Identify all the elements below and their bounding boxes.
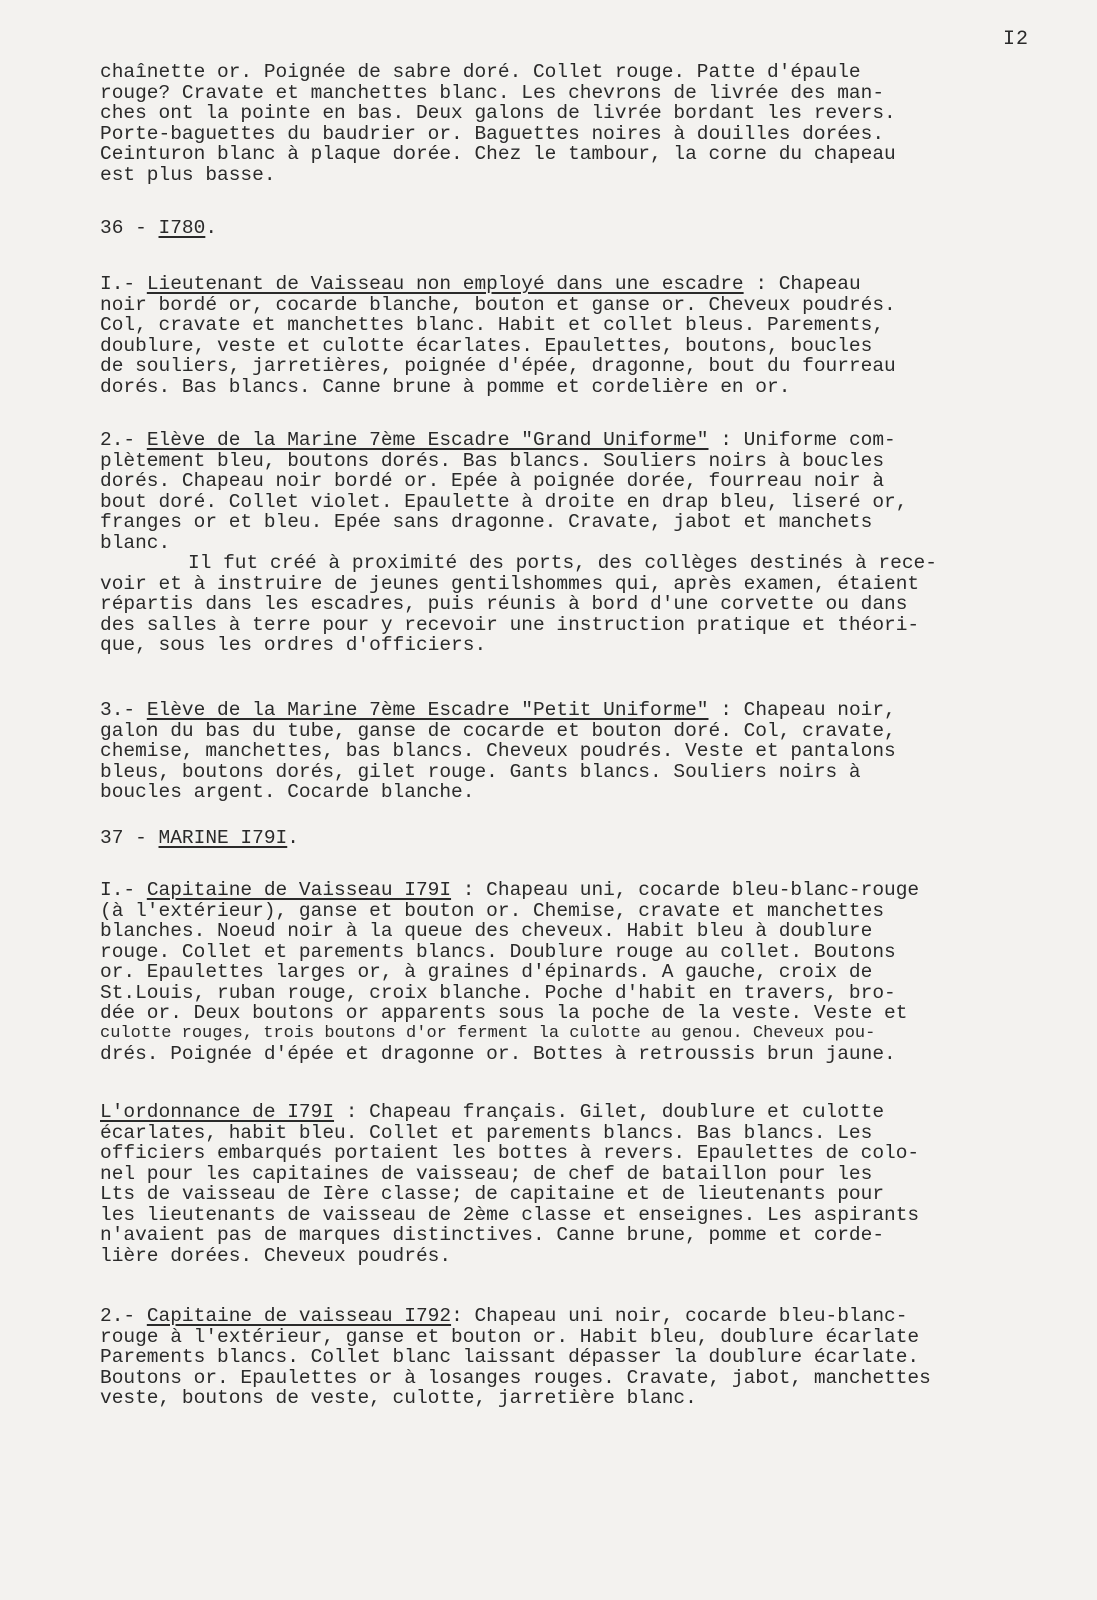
text-line: écarlates, habit bleu. Collet et parements blancs. Bas blancs. Les [100,1121,873,1144]
entry-number: I.- [100,273,147,295]
text-line: or. Epaulettes larges or, à graines d'épinards. A gauche, croix de [100,961,873,983]
entry-title: Capitaine de Vaisseau I79I [146,879,452,901]
text-line: est plus basse. [100,163,276,186]
section-number: 36 - [100,217,159,239]
section-title: I780 [158,217,206,239]
text-line: blanc. [100,531,171,554]
text-line: franges or et bleu. Epée sans dragonne. Cravate, jabot et manchets [100,511,873,533]
text-line: rouge. Collet et parements blancs. Doublure rouge au collet. Boutons [100,940,896,963]
entry-36-2 [100,430,1055,656]
text-line: nel pour les capitaines de vaisseau; de chef de bataillon pour les [100,1162,873,1185]
section-title-tail: . [287,827,299,849]
entry-text: : Chapeau noir, [708,699,896,721]
text-line: Porte-baguettes du baudrier or. Baguettes noires à douilles dorées. [100,122,885,145]
text-line: des salles à terre pour y recevoir une instruction pratique et théori- [100,613,920,636]
text-line: Boutons or. Epaulettes or à losanges rouges. Cravate, jabot, manchettes [100,1366,931,1389]
text-line: plètement bleu, boutons dorés. Bas blancs. Souliers noirs à boucles [100,449,885,472]
entry-37-1 [100,880,1055,1065]
entry-number: 2.- [100,429,147,451]
text-line: bout doré. Collet violet. Epaulette à droite en drap bleu, liseré or, [100,490,908,513]
entry-36-3 [100,700,1055,803]
text-line: Il fut créé à proximité des ports, des collèges destinés à rece- [188,552,937,574]
section-heading-36 [100,218,1055,239]
ordonnance-paragraph [100,1102,1055,1266]
text-line: de souliers, jarretières, poignée d'épée, dragonne, bout du fourreau [100,355,896,377]
text-line: galon du bas du tube, ganse de cocarde et bouton doré. Col, cravate, [100,719,896,742]
entry-text: : Chapeau uni noir, cocarde bleu-blanc- [451,1305,908,1327]
text-line: chemise, manchettes, bas blancs. Cheveux poudrés. Veste et pantalons [100,740,896,762]
text-line: culotte rouges, trois boutons d'or ferment la culotte au genou. Cheveux pou- [100,1023,876,1043]
text-line: Lts de vaisseau de Ière classe; de capitaine et de lieutenants pour [100,1183,885,1205]
section-title: MARINE I79I [158,827,288,849]
text-line: lière dorées. Cheveux poudrés. [100,1244,452,1267]
text-line: Parements blancs. Collet blanc laissant dépasser la doublure écarlate. [100,1346,920,1368]
entry-number: 2.- [100,1305,147,1327]
text-line: boucles argent. Cocarde blanche. [100,781,475,803]
text-line: voir et à instruire de jeunes gentilshommes qui, après examen, étaient [100,572,920,595]
text-line: St.Louis, ruban rouge, croix blanche. Poche d'habit en travers, bro- [100,981,896,1004]
text-line: noir bordé or, cocarde blanche, bouton et ganse or. Cheveux poudrés. [100,293,896,316]
entry-title: Lieutenant de Vaisseau non employé dans une escadre [146,273,744,295]
text-line: que, sous les ordres d'officiers. [100,634,487,656]
text-line: blanches. Noeud noir à la queue des cheveux. Habit bleu à doublure [100,920,873,942]
page-number: I2 [1003,28,1030,51]
entry-37-2 [100,1306,1055,1409]
entry-text: : Uniforme com- [708,429,896,451]
entry-title: Capitaine de vaisseau I792 [146,1305,452,1327]
entry-title: Elève de la Marine 7ème Escadre "Petit Uniforme" [146,699,709,721]
text-line: bleus, boutons dorés, gilet rouge. Gants blancs. Souliers noirs à [100,760,861,783]
entry-title: Elève de la Marine 7ème Escadre "Grand Uniforme" [146,429,709,451]
text-line: dorés. Bas blancs. Canne brune à pomme et cordelière en or. [100,375,791,398]
entry-text: : Chapeau [743,273,861,295]
text-line: dée or. Deux boutons or apparents sous la poche de la veste. Veste et [100,1002,908,1024]
text-line: officiers embarqués portaient les bottes à revers. Epaulettes de colo- [100,1142,920,1164]
text-line: veste, boutons de veste, culotte, jarretière blanc. [100,1387,697,1409]
entry-text: : Chapeau français. Gilet, doublure et culotte [334,1101,885,1123]
text-line: dorés. Chapeau noir bordé or. Epée à poignée dorée, fourreau noir à [100,470,885,492]
text-line: ches ont la pointe en bas. Deux galons de livrée bordant les revers. [100,102,896,124]
text-line: les lieutenants de vaisseau de 2ème classe et enseignes. Les aspirants [100,1203,920,1226]
text-line: répartis dans les escadres, puis réunis à bord d'une corvette ou dans [100,593,908,615]
entry-title: L'ordonnance de I79I [100,1101,335,1123]
entry-number: I.- [100,879,147,901]
text-line: rouge à l'extérieur, ganse et bouton or. Habit bleu, doublure écarlate [100,1325,920,1348]
entry-36-1 [100,274,1055,397]
intro-paragraph [100,62,1055,185]
text-line: (à l'extérieur), ganse et bouton or. Chemise, cravate et manchettes [100,899,885,922]
text-line: n'avaient pas de marques distinctives. Canne brune, pomme et corde- [100,1224,885,1246]
section-heading-37 [100,828,1055,849]
text-line: drés. Poignée d'épée et dragonne or. Bottes à retroussis brun jaune. [100,1043,896,1065]
text-line: Col, cravate et manchettes blanc. Habit et collet bleus. Parements, [100,314,885,336]
section-title-tail: . [205,217,218,239]
entry-number: 3.- [100,699,147,721]
section-number: 37 - [100,827,159,849]
entry-text: : Chapeau uni, cocarde bleu-blanc-rouge [451,879,920,901]
text-line: Ceinturon blanc à plaque dorée. Chez le tambour, la corne du chapeau [100,143,896,165]
text-line: chaînette or. Poignée de sabre doré. Collet rouge. Patte d'épaule [100,61,861,83]
text-line: doublure, veste et culotte écarlates. Epaulettes, boutons, boucles [100,334,873,357]
text-line: rouge? Cravate et manchettes blanc. Les chevrons de livrée des man- [100,81,885,104]
